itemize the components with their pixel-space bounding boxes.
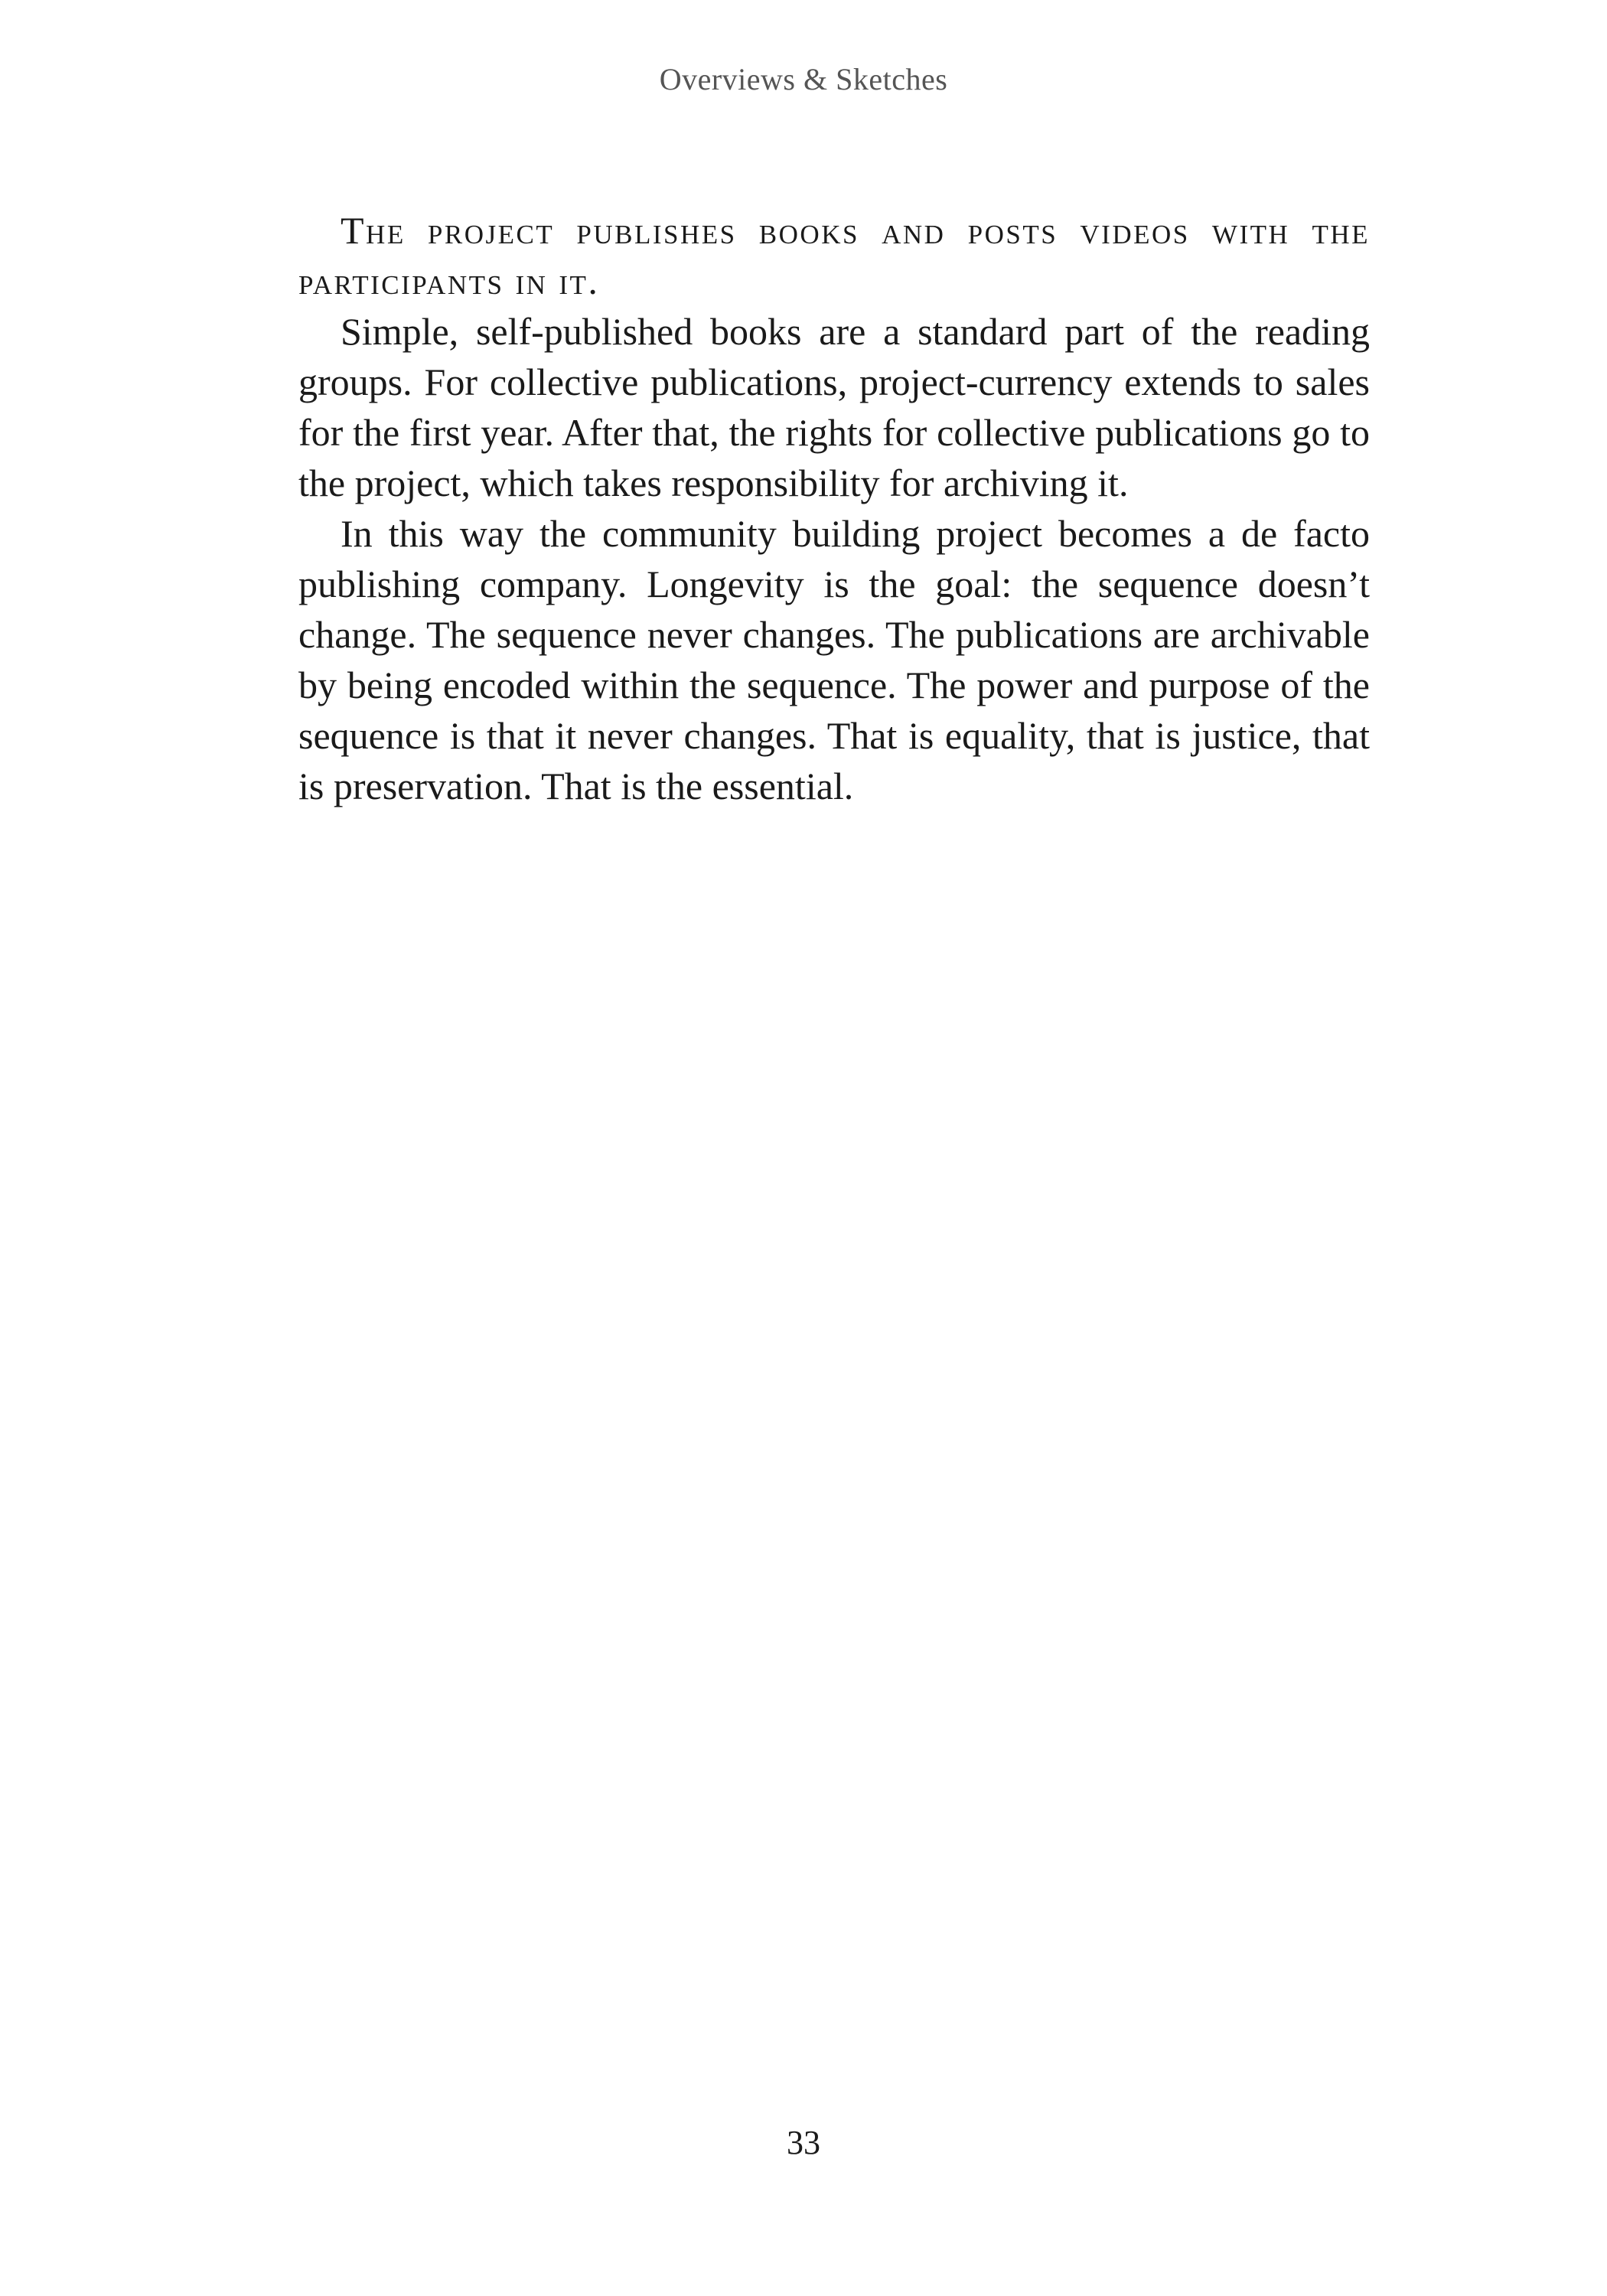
running-header: Overviews & Sketches <box>659 62 948 96</box>
body-text <box>298 205 1370 811</box>
body-paragraph: In this way the community building project becomes a de facto publishing company. Longevity is the goal: the sequence doesn’t change. The sequence never changes. The publications are archivable by being encoded within the sequence. The power and purpose of the sequence is that it never changes. That is equality, that is justice, that is preservation. That is the essential. <box>298 512 1370 807</box>
page-number: 33 <box>787 2124 820 2161</box>
lead-paragraph: The project publishes books and posts videos with the participants in it. <box>298 209 1370 302</box>
body-paragraph: Simple, self-published books are a standard part of the reading groups. For collective publications, project-currency extends to sales for the first year. After that, the rights for collective publications go to the project, which takes responsibility for archiving it. <box>298 310 1370 504</box>
